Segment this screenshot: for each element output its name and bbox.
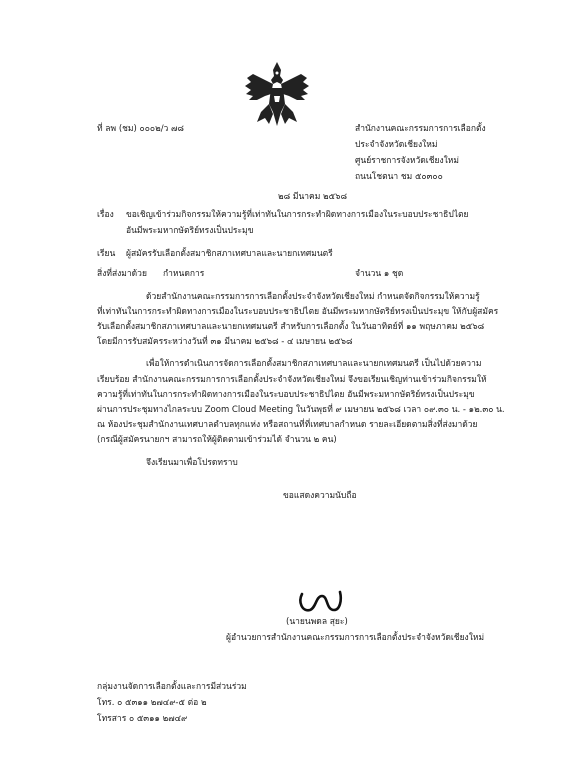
paragraph-2-line-1: เพื่อให้การดำเนินการจัดการเลือกตั้งสมาชิกสภาเทศบาลและนายกเทศมนตรี เป็นไปด้วยความ [146, 359, 482, 369]
footer-phone: โทร. ๐ ๕๓๑๑ ๒๗๔๙-๕ ต่อ ๒ [97, 698, 207, 708]
signer-title: ผู้อำนวยการสำนักงานคณะกรรมการการเลือกตั้งประจำจังหวัดเชียงใหม่ [226, 633, 485, 643]
footer-fax: โทรสาร ๐ ๕๓๑๑ ๒๗๔๙ [97, 714, 188, 724]
paragraph-1-line-4: โดยมีการรับสมัครระหว่างวันที่ ๓๑ มีนาคม ๒๕๖๘ - ๔ เมษายน ๒๕๖๘ [97, 337, 353, 347]
signer-name: (นายนพดล สุยะ) [286, 617, 348, 627]
paragraph-1-line-1: ด้วยสำนักงานคณะกรรมการการเลือกตั้งประจำจังหวัดเชียงใหม่ กำหนดจัดกิจกรรมให้ความรู้ [146, 292, 480, 302]
closing-line: จึงเรียนมาเพื่อโปรดทราบ [146, 458, 238, 468]
paragraph-1-line-2: ที่เท่าทันในการกระทำผิดทางการเมืองในระบอบประชาธิปไตย อันมีพระมหากษัตริย์ทรงเป็นประมุข ให้กับผู้สมัคร [97, 307, 499, 317]
garuda-emblem [243, 60, 311, 128]
enclosure-quantity: จำนวน ๑ ชุด [355, 269, 404, 279]
paragraph-1-line-3: รับเลือกตั้งสมาชิกสภาเทศบาลและนายกเทศมนตรี สำหรับการเลือกตั้ง ในวันอาทิตย์ที่ ๑๑ พฤษภาคม ๒๕๖๘ [97, 322, 485, 332]
footer-department: กลุ่มงานจัดการเลือกตั้งและการมีส่วนร่วม [97, 682, 247, 692]
subject-line-1: ขอเชิญเข้าร่วมกิจกรรมให้ความรู้ที่เท่าทันในการกระทำผิดทางการเมืองในระบอบประชาธิปไตย [126, 210, 469, 220]
sender-line-1: สำนักงานคณะกรรมการการเลือกตั้ง [355, 124, 486, 134]
sender-line-3: ศูนย์ราชการจังหวัดเชียงใหม่ [355, 156, 459, 166]
enclosure-label: สิ่งที่ส่งมาด้วย [97, 269, 147, 279]
handwritten-signature [296, 588, 344, 616]
paragraph-2-line-3: ความรู้ที่เท่าทันในการกระทำผิดทางการเมืองในระบอบประชาธิปไตย อันมีพระมหากษัตริย์ทรงเป็นประมุข [97, 390, 475, 400]
paragraph-2-line-4: ผ่านการประชุมทางไกลระบบ Zoom Cloud Meeting ในวันพุธที่ ๙ เมษายน ๒๕๖๘ เวลา ๐๙.๓๐ น. - ๑๒.๓๐ น. [97, 405, 505, 415]
document-date: ๒๘ มีนาคม ๒๕๖๘ [278, 192, 348, 202]
paragraph-2-line-6: (กรณีผู้สมัครนายกฯ สามารถให้ผู้ติดตามเข้าร่วมได้ จำนวน ๒ คน) [97, 435, 337, 445]
paragraph-2-line-5: ณ ห้องประชุมสำนักงานเทศบาลตำบลทุกแห่ง หรือสถานที่ที่เทศบาลกำหนด รายละเอียดตามสิ่งที่ส่งมาด้วย [97, 420, 478, 430]
sender-line-4: ถนนโชตนา ชม ๕๐๓๐๐ [355, 172, 443, 182]
to-label: เรียน [97, 249, 116, 259]
subject-label: เรื่อง [97, 210, 114, 220]
paragraph-2-line-2: เรียบร้อย สำนักงานคณะกรรมการการเลือกตั้งประจำจังหวัดเชียงใหม่ จึงขอเรียนเชิญท่านเข้าร่วมกิจกรรมให้ [97, 375, 487, 385]
sender-line-2: ประจำจังหวัดเชียงใหม่ [355, 140, 438, 150]
enclosure-item: กำหนดการ [163, 269, 205, 279]
salutation: ขอแสดงความนับถือ [283, 491, 357, 501]
to-recipient: ผู้สมัครรับเลือกตั้งสมาชิกสภาเทศบาลและนายกเทศมนตรี [126, 249, 333, 259]
subject-line-2: อันมีพระมหากษัตริย์ทรงเป็นประมุข [126, 226, 254, 236]
document-number: ที่ ลพ (ชม) ๐๐๐๒/ว ๗๘ [97, 124, 184, 134]
